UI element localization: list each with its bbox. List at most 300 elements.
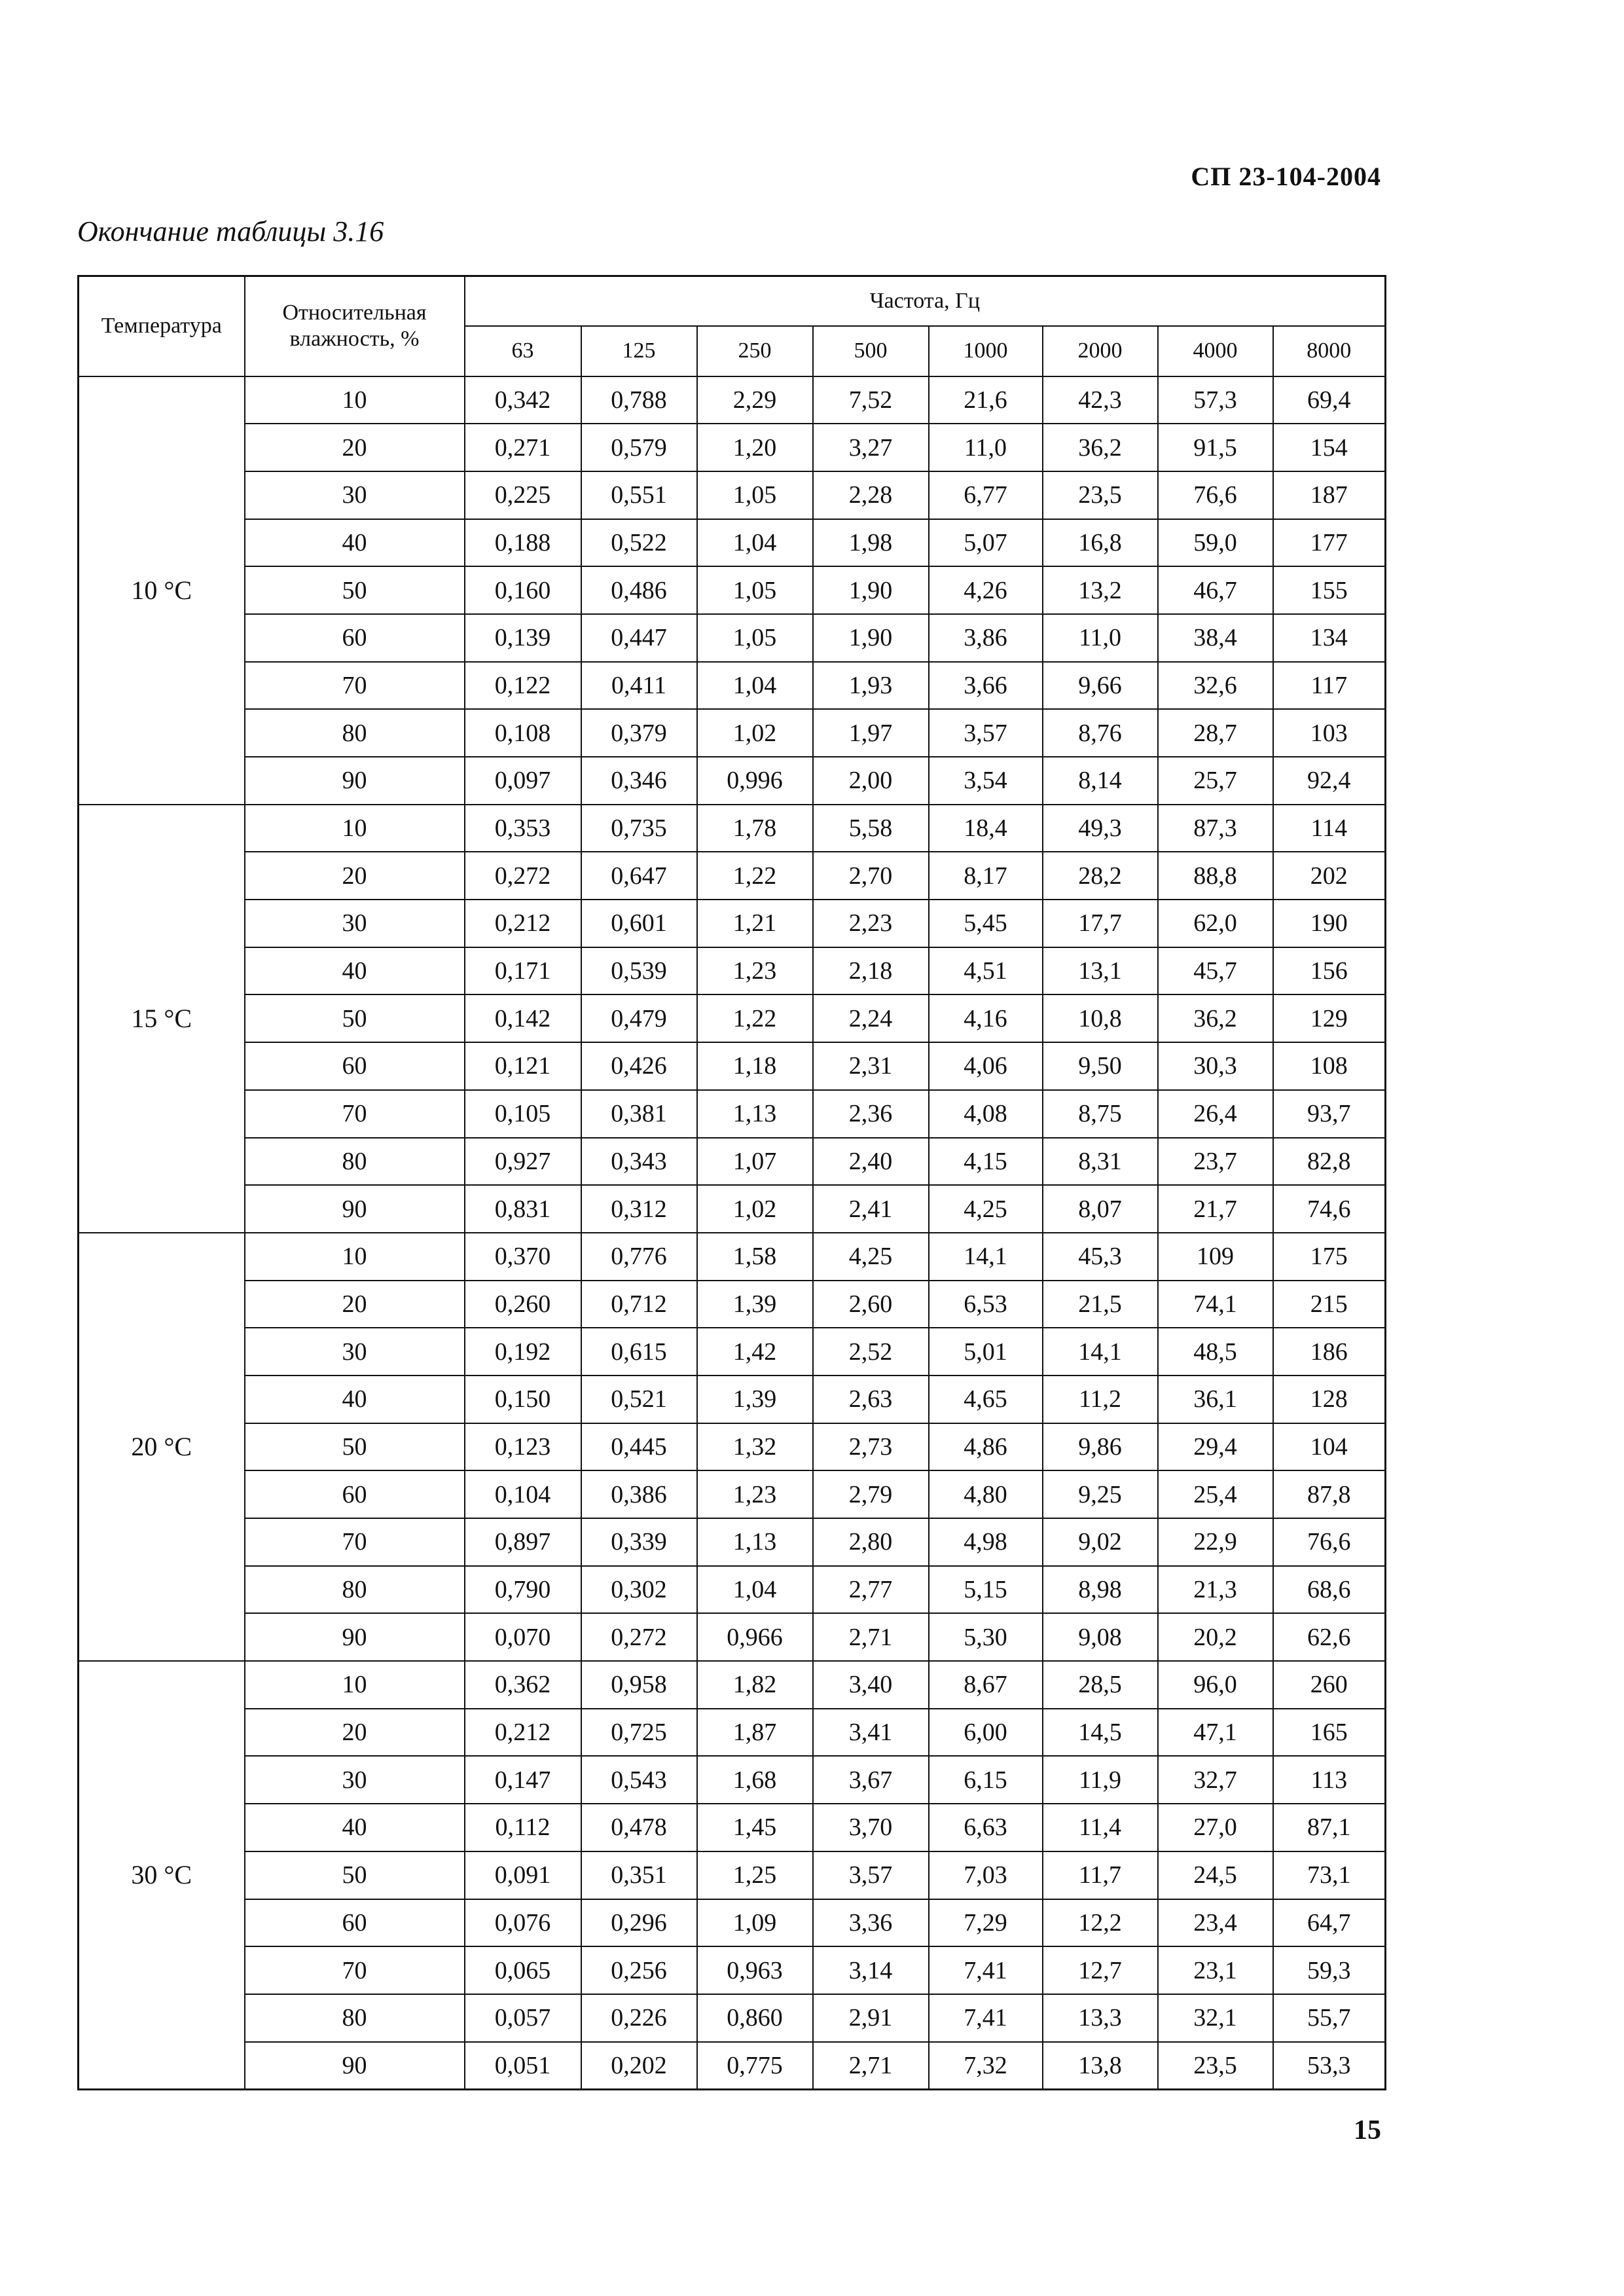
attenuation-value-cell: 0,105 xyxy=(465,1090,581,1138)
attenuation-value-cell: 0,091 xyxy=(465,1851,581,1899)
attenuation-value-cell: 2,63 xyxy=(813,1376,929,1423)
attenuation-value-cell: 0,712 xyxy=(581,1281,697,1328)
table-row xyxy=(79,471,1386,519)
attenuation-value-cell: 0,860 xyxy=(697,1994,813,2042)
attenuation-value-cell: 0,057 xyxy=(465,1994,581,2042)
attenuation-value-cell: 64,7 xyxy=(1273,1899,1386,1947)
attenuation-value-cell: 62,0 xyxy=(1158,900,1273,947)
attenuation-value-cell: 5,15 xyxy=(929,1566,1043,1614)
humidity-cell: 40 xyxy=(245,1804,465,1851)
attenuation-value-cell: 0,370 xyxy=(465,1233,581,1281)
attenuation-value-cell: 1,04 xyxy=(697,662,813,710)
humidity-cell: 10 xyxy=(245,376,465,424)
humidity-cell: 80 xyxy=(245,709,465,757)
table-row xyxy=(79,1376,1386,1423)
attenuation-value-cell: 76,6 xyxy=(1273,1518,1386,1566)
attenuation-value-cell: 2,40 xyxy=(813,1138,929,1186)
attenuation-value-cell: 0,381 xyxy=(581,1090,697,1138)
header-frequency: Частота, Гц xyxy=(465,276,1386,326)
attenuation-value-cell: 2,00 xyxy=(813,757,929,805)
attenuation-value-cell: 2,91 xyxy=(813,1994,929,2042)
header-temperature: Температура xyxy=(79,276,245,376)
attenuation-value-cell: 0,897 xyxy=(465,1518,581,1566)
attenuation-value-cell: 0,188 xyxy=(465,519,581,567)
attenuation-value-cell: 1,97 xyxy=(813,709,929,757)
attenuation-value-cell: 1,87 xyxy=(697,1709,813,1757)
attenuation-value-cell: 0,966 xyxy=(697,1613,813,1661)
attenuation-value-cell: 134 xyxy=(1273,614,1386,662)
attenuation-value-cell: 0,097 xyxy=(465,757,581,805)
humidity-cell: 90 xyxy=(245,757,465,805)
attenuation-value-cell: 0,647 xyxy=(581,852,697,900)
attenuation-value-cell: 1,13 xyxy=(697,1518,813,1566)
attenuation-value-cell: 1,58 xyxy=(697,1233,813,1281)
attenuation-value-cell: 0,831 xyxy=(465,1185,581,1233)
table-row xyxy=(79,1518,1386,1566)
attenuation-value-cell: 1,93 xyxy=(813,662,929,710)
attenuation-value-cell: 6,00 xyxy=(929,1709,1043,1757)
frequency-header-cell: 500 xyxy=(813,326,929,376)
attenuation-value-cell: 1,04 xyxy=(697,1566,813,1614)
attenuation-value-cell: 0,788 xyxy=(581,376,697,424)
attenuation-value-cell: 1,04 xyxy=(697,519,813,567)
attenuation-value-cell: 4,06 xyxy=(929,1042,1043,1090)
table-row xyxy=(79,1138,1386,1186)
attenuation-value-cell: 36,2 xyxy=(1043,424,1158,471)
attenuation-value-cell: 1,13 xyxy=(697,1090,813,1138)
attenuation-value-cell: 4,15 xyxy=(929,1138,1043,1186)
attenuation-value-cell: 4,51 xyxy=(929,947,1043,995)
humidity-cell: 90 xyxy=(245,1185,465,1233)
attenuation-value-cell: 3,14 xyxy=(813,1946,929,1994)
attenuation-value-cell: 1,18 xyxy=(697,1042,813,1090)
attenuation-value-cell: 4,16 xyxy=(929,994,1043,1042)
attenuation-value-cell: 3,57 xyxy=(929,709,1043,757)
attenuation-value-cell: 17,7 xyxy=(1043,900,1158,947)
attenuation-value-cell: 0,790 xyxy=(465,1566,581,1614)
humidity-cell: 60 xyxy=(245,1042,465,1090)
attenuation-value-cell: 32,7 xyxy=(1158,1756,1273,1804)
attenuation-value-cell: 76,6 xyxy=(1158,471,1273,519)
humidity-cell: 70 xyxy=(245,1518,465,1566)
attenuation-value-cell: 91,5 xyxy=(1158,424,1273,471)
humidity-cell: 30 xyxy=(245,1328,465,1376)
humidity-cell: 40 xyxy=(245,947,465,995)
attenuation-value-cell: 2,18 xyxy=(813,947,929,995)
attenuation-value-cell: 21,7 xyxy=(1158,1185,1273,1233)
table-row xyxy=(79,1994,1386,2042)
attenuation-value-cell: 23,5 xyxy=(1043,471,1158,519)
attenuation-value-cell: 108 xyxy=(1273,1042,1386,1090)
attenuation-value-cell: 0,958 xyxy=(581,1661,697,1709)
attenuation-value-cell: 12,7 xyxy=(1043,1946,1158,1994)
attenuation-value-cell: 74,6 xyxy=(1273,1185,1386,1233)
humidity-cell: 70 xyxy=(245,1946,465,1994)
attenuation-value-cell: 0,272 xyxy=(581,1613,697,1661)
attenuation-value-cell: 4,65 xyxy=(929,1376,1043,1423)
attenuation-value-cell: 4,25 xyxy=(929,1185,1043,1233)
attenuation-value-cell: 45,7 xyxy=(1158,947,1273,995)
humidity-cell: 80 xyxy=(245,1138,465,1186)
attenuation-value-cell: 32,1 xyxy=(1158,1994,1273,2042)
attenuation-value-cell: 0,065 xyxy=(465,1946,581,1994)
attenuation-value-cell: 0,256 xyxy=(581,1946,697,1994)
attenuation-value-cell: 59,3 xyxy=(1273,1946,1386,1994)
attenuation-value-cell: 0,226 xyxy=(581,1994,697,2042)
attenuation-value-cell: 8,31 xyxy=(1043,1138,1158,1186)
attenuation-value-cell: 129 xyxy=(1273,994,1386,1042)
attenuation-value-cell: 14,1 xyxy=(1043,1328,1158,1376)
attenuation-value-cell: 260 xyxy=(1273,1661,1386,1709)
attenuation-value-cell: 0,122 xyxy=(465,662,581,710)
attenuation-value-cell: 36,2 xyxy=(1158,994,1273,1042)
attenuation-value-cell: 14,1 xyxy=(929,1233,1043,1281)
attenuation-value-cell: 11,0 xyxy=(1043,614,1158,662)
attenuation-value-cell: 0,543 xyxy=(581,1756,697,1804)
table-row xyxy=(79,1899,1386,1947)
attenuation-value-cell: 18,4 xyxy=(929,805,1043,852)
attenuation-value-cell: 0,212 xyxy=(465,1709,581,1757)
table-row xyxy=(79,614,1386,662)
attenuation-value-cell: 28,5 xyxy=(1043,1661,1158,1709)
attenuation-value-cell: 23,1 xyxy=(1158,1946,1273,1994)
attenuation-value-cell: 21,6 xyxy=(929,376,1043,424)
attenuation-value-cell: 128 xyxy=(1273,1376,1386,1423)
table-row xyxy=(79,1281,1386,1328)
attenuation-value-cell: 7,52 xyxy=(813,376,929,424)
attenuation-value-cell: 0,426 xyxy=(581,1042,697,1090)
attenuation-value-cell: 0,579 xyxy=(581,424,697,471)
attenuation-value-cell: 0,601 xyxy=(581,900,697,947)
attenuation-value-cell: 8,76 xyxy=(1043,709,1158,757)
attenuation-value-cell: 36,1 xyxy=(1158,1376,1273,1423)
attenuation-value-cell: 13,3 xyxy=(1043,1994,1158,2042)
attenuation-value-cell: 32,6 xyxy=(1158,662,1273,710)
attenuation-value-cell: 1,78 xyxy=(697,805,813,852)
humidity-cell: 50 xyxy=(245,1423,465,1471)
attenuation-value-cell: 6,53 xyxy=(929,1281,1043,1328)
attenuation-value-cell: 13,8 xyxy=(1043,2042,1158,2090)
attenuation-value-cell: 59,0 xyxy=(1158,519,1273,567)
attenuation-value-cell: 5,30 xyxy=(929,1613,1043,1661)
attenuation-value-cell: 155 xyxy=(1273,566,1386,614)
attenuation-value-cell: 0,212 xyxy=(465,900,581,947)
table-row xyxy=(79,1756,1386,1804)
attenuation-value-cell: 4,86 xyxy=(929,1423,1043,1471)
attenuation-value-cell: 1,42 xyxy=(697,1328,813,1376)
attenuation-value-cell: 0,386 xyxy=(581,1470,697,1518)
attenuation-value-cell: 2,60 xyxy=(813,1281,929,1328)
attenuation-value-cell: 1,02 xyxy=(697,1185,813,1233)
attenuation-value-cell: 3,66 xyxy=(929,662,1043,710)
attenuation-value-cell: 0,411 xyxy=(581,662,697,710)
attenuation-value-cell: 4,08 xyxy=(929,1090,1043,1138)
attenuation-value-cell: 0,272 xyxy=(465,852,581,900)
attenuation-value-cell: 14,5 xyxy=(1043,1709,1158,1757)
frequency-header-cell: 4000 xyxy=(1158,326,1273,376)
attenuation-value-cell: 57,3 xyxy=(1158,376,1273,424)
attenuation-value-cell: 88,8 xyxy=(1158,852,1273,900)
attenuation-value-cell: 8,17 xyxy=(929,852,1043,900)
attenuation-value-cell: 3,40 xyxy=(813,1661,929,1709)
attenuation-value-cell: 3,67 xyxy=(813,1756,929,1804)
attenuation-value-cell: 0,139 xyxy=(465,614,581,662)
attenuation-value-cell: 2,77 xyxy=(813,1566,929,1614)
humidity-cell: 60 xyxy=(245,614,465,662)
attenuation-value-cell: 47,1 xyxy=(1158,1709,1273,1757)
attenuation-value-cell: 23,5 xyxy=(1158,2042,1273,2090)
attenuation-value-cell: 2,23 xyxy=(813,900,929,947)
attenuation-value-cell: 12,2 xyxy=(1043,1899,1158,1947)
attenuation-value-cell: 23,7 xyxy=(1158,1138,1273,1186)
attenuation-value-cell: 9,66 xyxy=(1043,662,1158,710)
attenuation-value-cell: 3,27 xyxy=(813,424,929,471)
attenuation-value-cell: 0,271 xyxy=(465,424,581,471)
attenuation-value-cell: 0,353 xyxy=(465,805,581,852)
attenuation-value-cell: 25,4 xyxy=(1158,1470,1273,1518)
attenuation-value-cell: 13,1 xyxy=(1043,947,1158,995)
attenuation-value-cell: 165 xyxy=(1273,1709,1386,1757)
attenuation-value-cell: 6,15 xyxy=(929,1756,1043,1804)
attenuation-value-cell: 2,73 xyxy=(813,1423,929,1471)
attenuation-value-cell: 0,160 xyxy=(465,566,581,614)
attenuation-value-cell: 1,22 xyxy=(697,852,813,900)
attenuation-value-cell: 4,25 xyxy=(813,1233,929,1281)
attenuation-value-cell: 27,0 xyxy=(1158,1804,1273,1851)
attenuation-value-cell: 5,07 xyxy=(929,519,1043,567)
table-row xyxy=(79,1423,1386,1471)
attenuation-value-cell: 0,192 xyxy=(465,1328,581,1376)
attenuation-value-cell: 2,24 xyxy=(813,994,929,1042)
attenuation-value-cell: 2,31 xyxy=(813,1042,929,1090)
attenuation-value-cell: 1,90 xyxy=(813,566,929,614)
humidity-cell: 30 xyxy=(245,471,465,519)
attenuation-value-cell: 0,104 xyxy=(465,1470,581,1518)
table-row xyxy=(79,947,1386,995)
attenuation-value-cell: 0,735 xyxy=(581,805,697,852)
attenuation-value-cell: 29,4 xyxy=(1158,1423,1273,1471)
attenuation-value-cell: 0,445 xyxy=(581,1423,697,1471)
temperature-cell: 15 °C xyxy=(79,805,245,1233)
humidity-cell: 70 xyxy=(245,1090,465,1138)
attenuation-value-cell: 4,98 xyxy=(929,1518,1043,1566)
attenuation-value-cell: 4,80 xyxy=(929,1470,1043,1518)
attenuation-value-cell: 2,36 xyxy=(813,1090,929,1138)
attenuation-value-cell: 9,50 xyxy=(1043,1042,1158,1090)
attenuation-value-cell: 3,54 xyxy=(929,757,1043,805)
attenuation-value-cell: 7,41 xyxy=(929,1994,1043,2042)
attenuation-value-cell: 22,9 xyxy=(1158,1518,1273,1566)
frequency-header-cell: 8000 xyxy=(1273,326,1386,376)
table-row xyxy=(79,1661,1386,1709)
table-row xyxy=(79,1233,1386,1281)
humidity-cell: 30 xyxy=(245,900,465,947)
frequency-header-cell: 1000 xyxy=(929,326,1043,376)
table-row xyxy=(79,1470,1386,1518)
table-row xyxy=(79,805,1386,852)
attenuation-value-cell: 2,52 xyxy=(813,1328,929,1376)
attenuation-value-cell: 1,09 xyxy=(697,1899,813,1947)
attenuation-value-cell: 0,351 xyxy=(581,1851,697,1899)
attenuation-value-cell: 5,58 xyxy=(813,805,929,852)
humidity-cell: 70 xyxy=(245,662,465,710)
attenuation-value-cell: 1,21 xyxy=(697,900,813,947)
attenuation-value-cell: 0,339 xyxy=(581,1518,697,1566)
attenuation-value-cell: 0,996 xyxy=(697,757,813,805)
attenuation-value-cell: 154 xyxy=(1273,424,1386,471)
header-humidity: Относительная влажность, % xyxy=(245,276,465,376)
attenuation-value-cell: 28,2 xyxy=(1043,852,1158,900)
attenuation-value-cell: 103 xyxy=(1273,709,1386,757)
attenuation-value-cell: 87,8 xyxy=(1273,1470,1386,1518)
attenuation-value-cell: 0,539 xyxy=(581,947,697,995)
frequency-header-cell: 250 xyxy=(697,326,813,376)
table-row xyxy=(79,852,1386,900)
attenuation-value-cell: 21,3 xyxy=(1158,1566,1273,1614)
attenuation-value-cell: 3,70 xyxy=(813,1804,929,1851)
humidity-cell: 50 xyxy=(245,994,465,1042)
attenuation-value-cell: 0,775 xyxy=(697,2042,813,2090)
attenuation-value-cell: 87,1 xyxy=(1273,1804,1386,1851)
table-row xyxy=(79,662,1386,710)
attenuation-value-cell: 1,22 xyxy=(697,994,813,1042)
attenuation-value-cell: 114 xyxy=(1273,805,1386,852)
attenuation-value-cell: 187 xyxy=(1273,471,1386,519)
humidity-cell: 20 xyxy=(245,852,465,900)
attenuation-value-cell: 9,25 xyxy=(1043,1470,1158,1518)
attenuation-value-cell: 7,32 xyxy=(929,2042,1043,2090)
humidity-cell: 40 xyxy=(245,1376,465,1423)
attenuation-value-cell: 0,202 xyxy=(581,2042,697,2090)
table-row xyxy=(79,2042,1386,2090)
attenuation-value-cell: 0,150 xyxy=(465,1376,581,1423)
attenuation-value-cell: 0,070 xyxy=(465,1613,581,1661)
attenuation-value-cell: 3,86 xyxy=(929,614,1043,662)
attenuation-value-cell: 2,71 xyxy=(813,2042,929,2090)
attenuation-value-cell: 2,79 xyxy=(813,1470,929,1518)
attenuation-value-cell: 1,39 xyxy=(697,1281,813,1328)
temperature-cell: 10 °C xyxy=(79,376,245,805)
humidity-cell: 10 xyxy=(245,1233,465,1281)
attenuation-value-cell: 1,32 xyxy=(697,1423,813,1471)
attenuation-value-cell: 13,2 xyxy=(1043,566,1158,614)
attenuation-value-cell: 1,05 xyxy=(697,566,813,614)
attenuation-value-cell: 10,8 xyxy=(1043,994,1158,1042)
temperature-cell: 20 °C xyxy=(79,1233,245,1661)
table-row xyxy=(79,1851,1386,1899)
humidity-cell: 90 xyxy=(245,2042,465,2090)
attenuation-value-cell: 0,725 xyxy=(581,1709,697,1757)
attenuation-value-cell: 0,521 xyxy=(581,1376,697,1423)
attenuation-value-cell: 11,7 xyxy=(1043,1851,1158,1899)
humidity-cell: 80 xyxy=(245,1994,465,2042)
frequency-header-cell: 2000 xyxy=(1043,326,1158,376)
attenuation-value-cell: 0,615 xyxy=(581,1328,697,1376)
attenuation-value-cell: 1,05 xyxy=(697,614,813,662)
attenuation-value-cell: 74,1 xyxy=(1158,1281,1273,1328)
attenuation-value-cell: 4,26 xyxy=(929,566,1043,614)
table-row xyxy=(79,1042,1386,1090)
attenuation-value-cell: 48,5 xyxy=(1158,1328,1273,1376)
attenuation-value-cell: 2,70 xyxy=(813,852,929,900)
humidity-cell: 90 xyxy=(245,1613,465,1661)
attenuation-value-cell: 0,379 xyxy=(581,709,697,757)
attenuation-value-cell: 1,82 xyxy=(697,1661,813,1709)
attenuation-value-cell: 117 xyxy=(1273,662,1386,710)
attenuation-value-cell: 16,8 xyxy=(1043,519,1158,567)
attenuation-value-cell: 109 xyxy=(1158,1233,1273,1281)
attenuation-value-cell: 0,108 xyxy=(465,709,581,757)
attenuation-value-cell: 23,4 xyxy=(1158,1899,1273,1947)
attenuation-value-cell: 30,3 xyxy=(1158,1042,1273,1090)
attenuation-value-cell: 8,07 xyxy=(1043,1185,1158,1233)
table-row xyxy=(79,1613,1386,1661)
attenuation-value-cell: 0,342 xyxy=(465,376,581,424)
temperature-cell: 30 °C xyxy=(79,1661,245,2089)
attenuation-value-cell: 186 xyxy=(1273,1328,1386,1376)
frequency-header-cell: 63 xyxy=(465,326,581,376)
humidity-cell: 10 xyxy=(245,1661,465,1709)
attenuation-value-cell: 0,142 xyxy=(465,994,581,1042)
table-row xyxy=(79,1090,1386,1138)
attenuation-value-cell: 9,86 xyxy=(1043,1423,1158,1471)
attenuation-table xyxy=(77,275,1386,2090)
humidity-cell: 40 xyxy=(245,519,465,567)
table-row xyxy=(79,376,1386,424)
attenuation-value-cell: 11,9 xyxy=(1043,1756,1158,1804)
attenuation-value-cell: 1,45 xyxy=(697,1804,813,1851)
humidity-cell: 10 xyxy=(245,805,465,852)
attenuation-value-cell: 38,4 xyxy=(1158,614,1273,662)
attenuation-value-cell: 53,3 xyxy=(1273,2042,1386,2090)
humidity-cell: 60 xyxy=(245,1899,465,1947)
table-row xyxy=(79,709,1386,757)
attenuation-value-cell: 0,478 xyxy=(581,1804,697,1851)
attenuation-value-cell: 104 xyxy=(1273,1423,1386,1471)
attenuation-value-cell: 26,4 xyxy=(1158,1090,1273,1138)
attenuation-value-cell: 0,051 xyxy=(465,2042,581,2090)
table-row xyxy=(79,1804,1386,1851)
attenuation-value-cell: 42,3 xyxy=(1043,376,1158,424)
attenuation-value-cell: 9,08 xyxy=(1043,1613,1158,1661)
table-row xyxy=(79,1185,1386,1233)
attenuation-value-cell: 8,98 xyxy=(1043,1566,1158,1614)
attenuation-value-cell: 2,28 xyxy=(813,471,929,519)
attenuation-value-cell: 21,5 xyxy=(1043,1281,1158,1328)
table-row xyxy=(79,424,1386,471)
attenuation-value-cell: 0,312 xyxy=(581,1185,697,1233)
attenuation-value-cell: 6,63 xyxy=(929,1804,1043,1851)
attenuation-value-cell: 0,927 xyxy=(465,1138,581,1186)
attenuation-value-cell: 0,302 xyxy=(581,1566,697,1614)
attenuation-value-cell: 46,7 xyxy=(1158,566,1273,614)
attenuation-value-cell: 87,3 xyxy=(1158,805,1273,852)
attenuation-value-cell: 0,123 xyxy=(465,1423,581,1471)
humidity-cell: 50 xyxy=(245,566,465,614)
attenuation-value-cell: 1,23 xyxy=(697,947,813,995)
attenuation-value-cell: 69,4 xyxy=(1273,376,1386,424)
attenuation-value-cell: 177 xyxy=(1273,519,1386,567)
attenuation-value-cell: 93,7 xyxy=(1273,1090,1386,1138)
attenuation-value-cell: 96,0 xyxy=(1158,1661,1273,1709)
attenuation-value-cell: 113 xyxy=(1273,1756,1386,1804)
attenuation-value-cell: 55,7 xyxy=(1273,1994,1386,2042)
attenuation-value-cell: 11,2 xyxy=(1043,1376,1158,1423)
attenuation-value-cell: 2,71 xyxy=(813,1613,929,1661)
table-row xyxy=(79,1709,1386,1757)
attenuation-value-cell: 20,2 xyxy=(1158,1613,1273,1661)
table-row xyxy=(79,994,1386,1042)
